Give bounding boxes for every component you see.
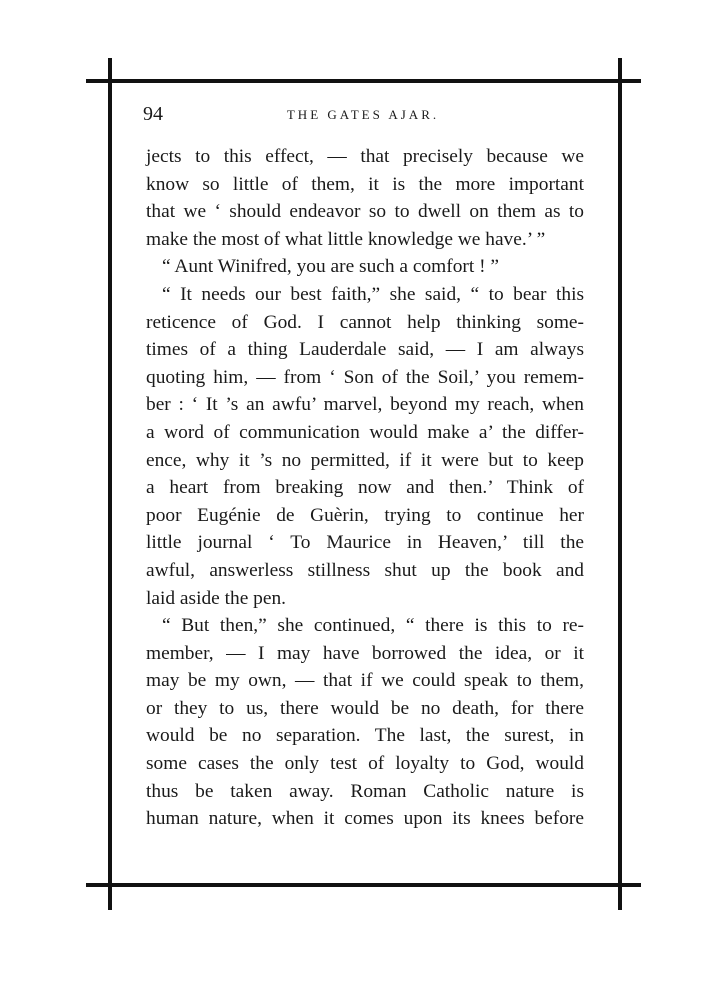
text-line: a heart from breaking now and then.’ Think of: [146, 477, 584, 499]
left-border-rule: [108, 58, 112, 910]
text-line: awful, answerless stillness shut up the book and: [146, 559, 584, 581]
text-line: quoting him, — from ‘ Son of the Soil,’ you remem-: [146, 366, 584, 388]
right-border-rule: [618, 58, 622, 910]
page-number: 94: [143, 103, 163, 125]
text-line: “ Aunt Winifred, you are such a comfort ! ”: [162, 256, 500, 278]
running-head: [143, 103, 583, 127]
text-line: know so little of them, it is the more important: [146, 173, 584, 195]
text-line: thus be taken away. Roman Catholic nature is: [146, 780, 584, 802]
bottom-border-rule: [86, 883, 641, 887]
text-line: ber : ‘ It ’s an awfu’ marvel, beyond my reach, when: [146, 394, 584, 416]
text-line: or they to us, there would be no death, for there: [146, 697, 584, 719]
text-line: “ It needs our best faith,” she said, “ to bear this: [162, 283, 584, 305]
top-border-rule: [86, 79, 641, 83]
text-line: some cases the only test of loyalty to God, would: [146, 753, 584, 775]
text-line: little journal ‘ To Maurice in Heaven,’ till the: [146, 532, 584, 554]
text-line: “ But then,” she continued, “ there is this to re-: [162, 615, 584, 637]
body-text: [146, 143, 584, 833]
text-line: reticence of God. I cannot help thinking some-: [146, 311, 584, 333]
text-line: that we ‘ should endeavor so to dwell on them as to: [146, 201, 584, 223]
text-line: poor Eugénie de Guèrin, trying to continue her: [146, 504, 584, 526]
text-line: human nature, when it comes upon its knees before: [146, 808, 584, 830]
text-line: times of a thing Lauderdale said, — I am always: [146, 339, 584, 361]
text-line: a word of communication would make a’ the differ-: [146, 421, 584, 443]
text-line: may be my own, — that if we could speak to them,: [146, 670, 584, 692]
running-title: THE GATES AJAR.: [286, 107, 440, 122]
text-line: ence, why it ’s no permitted, if it were but to keep: [146, 449, 584, 471]
text-line: laid aside the pen.: [146, 587, 286, 609]
text-line: would be no separation. The last, the surest, in: [146, 725, 584, 747]
text-line: make the most of what little knowledge we have.’ ”: [146, 228, 546, 250]
text-line: member, — I may have borrowed the idea, or it: [146, 642, 584, 664]
text-line: jects to this effect, — that precisely because we: [146, 146, 584, 167]
